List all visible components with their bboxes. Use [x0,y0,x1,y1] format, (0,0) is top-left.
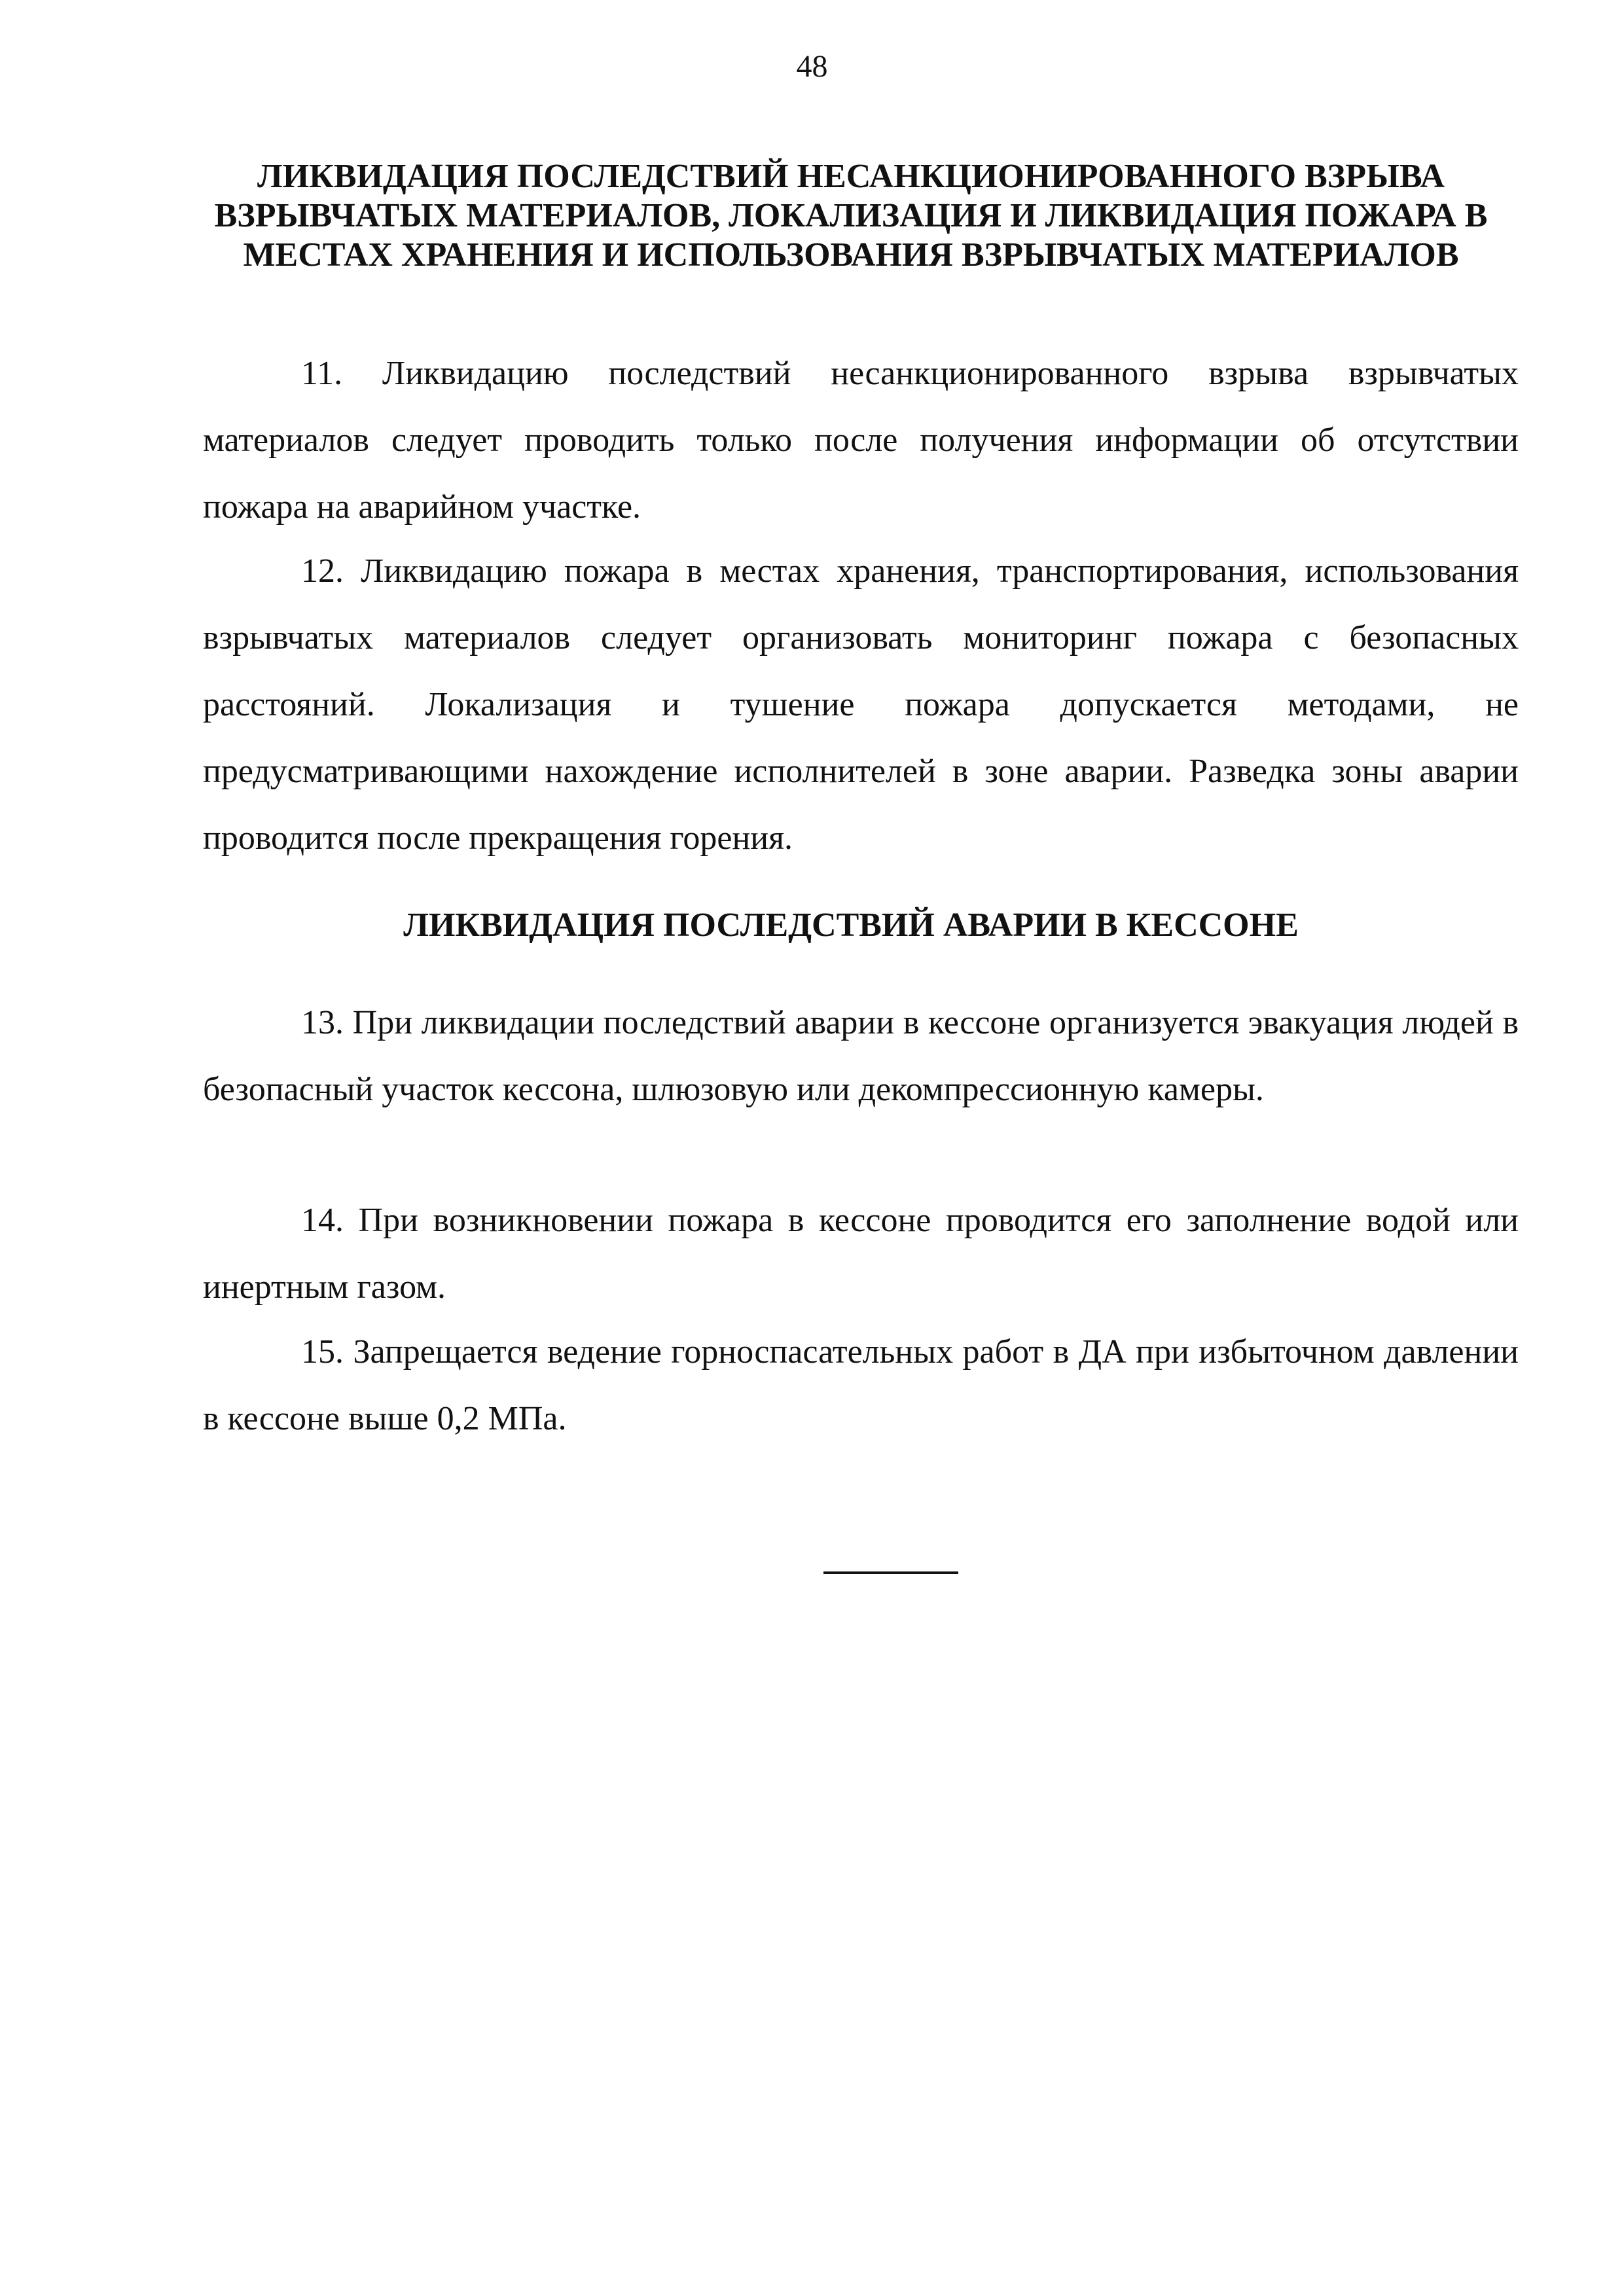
page-number: 48 [796,49,828,84]
section-heading-explosion-fire: ЛИКВИДАЦИЯ ПОСЛЕДСТВИЙ НЕСАНКЦИОНИРОВАННОГО ВЗРЫВА ВЗРЫВЧАТЫХ МАТЕРИАЛОВ, ЛОКАЛИЗАЦИЯ И ЛИКВИДАЦИЯ ПОЖАРА В МЕСТАХ ХРАНЕНИЯ И ИСПОЛЬЗОВАНИЯ ВЗРЫВЧАТЫХ МАТЕРИАЛОВ [214,158,1488,274]
paragraph-15: 15. Запрещается ведение горноспасательных работ в ДА при избыточном давлении в кессоне выше 0,2 МПа. [203,1333,1519,1437]
end-of-text-rule [823,1571,958,1574]
paragraph-11: 11. Ликвидацию последствий несанкционированного взрыва взрывчатых материалов следует проводить только после получения информации об отсутствии пожара на аварийном участке. [203,355,1519,526]
paragraph-13: 13. При ликвидации последствий аварии в кессоне организуется эвакуация людей в безопасный участок кессона, шлюзовую или декомпрессионную камеры. [203,1004,1519,1108]
section-heading-caisson-accident: ЛИКВИДАЦИЯ ПОСЛЕДСТВИЙ АВАРИИ В КЕССОНЕ [403,906,1299,944]
paragraph-14: 14. При возникновении пожара в кессоне проводится его заполнение водой или инертным газом. [203,1202,1519,1306]
paragraph-12: 12. Ликвидацию пожара в местах хранения, транспортирования, использования взрывчатых материалов следует организовать мониторинг пожара с безопасных расстояний. Локализация и тушение пожара допускается методами, не предусматривающими нахождение исполнителей в зоне аварии. Разведка зоны аварии проводится после прекращения горения. [203,552,1519,857]
